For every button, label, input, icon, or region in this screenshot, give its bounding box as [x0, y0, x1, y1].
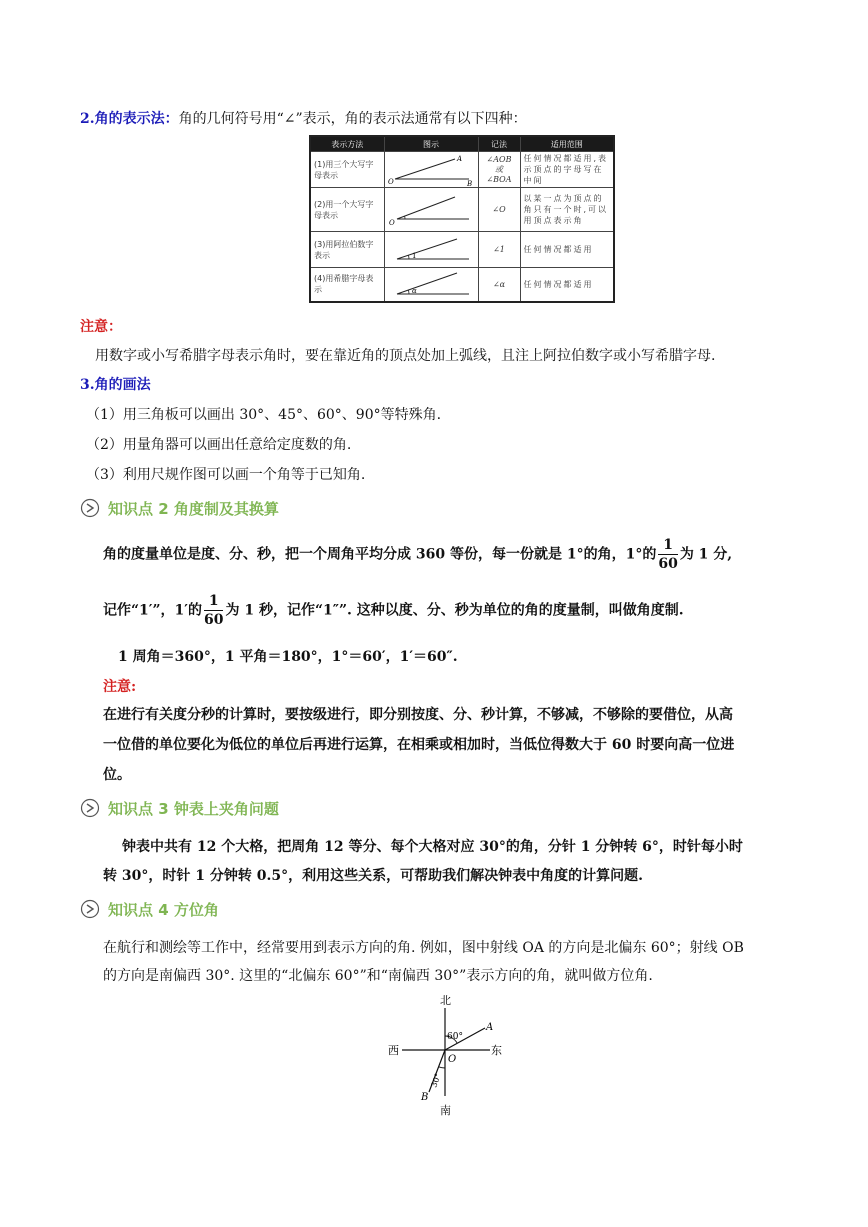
frac-den: 60 [203, 612, 224, 628]
table-row [310, 152, 614, 188]
method-cell: (2)用一个大写字母表示 [310, 188, 384, 232]
fraction-1-60 [204, 594, 223, 627]
kp2-line1-b: 为 1 分, [679, 546, 733, 563]
bearing-diagram [380, 988, 510, 1118]
angle-aob-figure [385, 153, 477, 187]
kp2-relations: 1 周角＝360°，1 平角＝180°，1°＝60′，1′＝60″. [118, 649, 458, 665]
notation-cell: ∠1 [478, 232, 520, 268]
table-row [310, 232, 614, 268]
figure-cell [384, 268, 478, 302]
kp4-line: 在航行和测绘等工作中，经常要用到表示方向的角. 例如，图中射线 OA 的方向是北偏东 60°；射线 OB [103, 940, 744, 956]
kp2-line2 [103, 594, 684, 627]
origin-label: O [448, 1054, 457, 1065]
scope-cell: 任何情况都适用 [520, 268, 614, 302]
table-row [310, 268, 614, 302]
scope-cell: 任何情况都适用 [520, 232, 614, 268]
kp2-line1-a: 角的度量单位是度、分、秒，把一个周角平均分成 360 等份，每一份就是 1°的角，1°的 [103, 546, 657, 563]
figure-cell [384, 232, 478, 268]
kp2-note-line: 一位借的单位要化为低位的单位后再进行运算，在相乘或相加时，当低位得数大于 60 时要向高一位进 [103, 737, 735, 753]
section3-heading: 3.角的画法 [80, 377, 151, 393]
angle-representation-table [309, 135, 615, 303]
label-o: O [388, 218, 395, 227]
table-header: 适用范围 [520, 136, 614, 152]
kp4-line: 的方向是南偏西 30°. 这里的“北偏东 60°”和“南偏西 30°”表示方向的角，就叫做方位角. [103, 968, 653, 984]
label-b: B [466, 179, 472, 187]
kp3-line: 转 30°，时针 1 分钟转 0.5°，利用这些关系，可帮助我们解决钟表中角度的计算问题. [103, 868, 643, 884]
north-label: 北 [440, 994, 451, 1007]
kp3-title: 知识点 3 钟表上夹角问题 [108, 800, 279, 818]
method-cell: (1)用三个大写字母表示 [310, 152, 384, 188]
south-label: 南 [440, 1104, 451, 1117]
table-header-row [310, 136, 614, 152]
notation-cell: ∠O [478, 188, 520, 232]
notation-cell: ∠α [478, 268, 520, 302]
play-circle-icon [80, 899, 100, 919]
note1-label: 注意： [80, 319, 122, 335]
kp2-note-line: 位。 [103, 767, 131, 783]
angle-o-figure [385, 189, 477, 231]
kp4-title: 知识点 4 方位角 [108, 901, 219, 919]
kp2-line2-b: 为 1 秒，记作“1″”. 这种以度、分、秒为单位的角的度量制，叫做角度制. [225, 602, 684, 619]
table-header: 表示方法 [310, 136, 384, 152]
label-alpha: α [411, 287, 417, 296]
table-header: 记法 [478, 136, 520, 152]
play-circle-icon [80, 798, 100, 818]
kp2-title: 知识点 2 角度制及其换算 [108, 500, 279, 518]
kp2-note-line: 在进行有关度分秒的计算时，要按级进行，即分别按度、分、秒计算，不够减，不够除的要借位，从高 [103, 707, 733, 723]
label-1: 1 [411, 251, 416, 260]
label-o: O [387, 177, 394, 186]
section2-intro: 角的几何符号用“∠”表示，角的表示法通常有以下四种： [178, 111, 527, 127]
frac-num: 1 [204, 594, 223, 611]
method-cell: (4)用希腊字母表示 [310, 268, 384, 302]
notation-cell: ∠AOB 或 ∠BOA [478, 152, 520, 188]
frac-num: 1 [658, 538, 677, 555]
point-a-label: A [486, 1022, 494, 1033]
point-b-label: B [421, 1092, 429, 1103]
section3-item: （2）用量角器可以画出任意给定度数的角. [86, 437, 352, 453]
angle-alpha-figure [385, 268, 477, 300]
angle-1-figure [385, 233, 477, 267]
section2-heading: 2.角的表示法： [80, 111, 179, 127]
scope-cell: 任何情况都适用,表示顶点的字母写在中间 [520, 152, 614, 188]
east-label: 东 [491, 1044, 502, 1057]
west-label: 西 [388, 1044, 399, 1057]
method-cell: (3)用阿拉伯数字表示 [310, 232, 384, 268]
fraction-1-60 [658, 538, 677, 571]
figure-cell [384, 188, 478, 232]
angle-60-label: 60° [447, 1032, 463, 1042]
section3-item: （1）用三角板可以画出 30°、45°、60°、90°等特殊角. [86, 407, 442, 423]
play-circle-icon [80, 498, 100, 518]
note1-text: 用数字或小写希腊字母表示角时，要在靠近角的顶点处加上弧线，且注上阿拉伯数字或小写希腊字母. [95, 348, 716, 364]
figure-cell [384, 152, 478, 188]
kp2-line2-a: 记作“1′”，1′的 [103, 602, 202, 619]
kp2-line1 [103, 538, 732, 571]
scope-cell: 以某一点为顶点的角只有一个时,可以用顶点表示角 [520, 188, 614, 232]
section3-item: （3）利用尺规作图可以画一个角等于已知角. [86, 467, 366, 483]
kp3-line: 钟表中共有 12 个大格，把周角 12 等分、每个大格对应 30°的角，分针 1 分钟转 6°，时针每小时 [122, 839, 743, 855]
frac-den: 60 [658, 556, 678, 572]
table-row [310, 188, 614, 232]
kp2-note-label: 注意: [103, 679, 137, 695]
angle-30-label: 30° [429, 1072, 443, 1089]
label-a: A [456, 154, 462, 163]
section2-line [80, 108, 527, 128]
table-header: 图示 [384, 136, 478, 152]
